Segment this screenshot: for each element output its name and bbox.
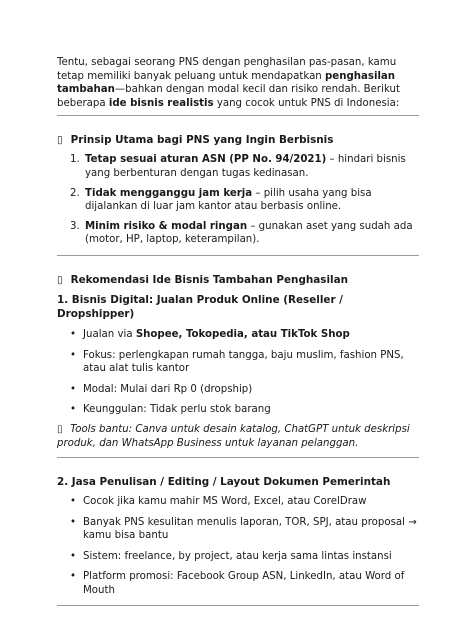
list-item-bold: Tetap sesuai aturan ASN (PP No. 94/2021): [85, 154, 327, 166]
jasa-penulisan-list: [57, 495, 419, 598]
list-item-text: Jualan via: [83, 328, 136, 340]
list-item-bold: Tidak mengganggu jam kerja: [85, 187, 253, 199]
intro-bold-1: penghasilan tambahan: [57, 70, 396, 96]
missing-glyph-icon: ▯: [57, 423, 63, 435]
intro-text-1: Tentu, sebagai seorang PNS dengan penghasilan pas-pasan, kamu tetap memiliki banyak peluang untuk mendapatkan: [57, 57, 397, 82]
divider: [57, 457, 419, 458]
subsection-heading-jasa-penulisan: 2. Jasa Penulisan / Editing / Layout Dokumen Pemerintah: [57, 476, 391, 489]
section-title: Rekomendasi Ide Bisnis Tambahan Penghasilan: [70, 273, 349, 286]
list-item: [83, 153, 419, 180]
list-item: • Keunggulan: Tidak perlu stok barang: [83, 403, 419, 417]
list-item: • Fokus: perlengkapan rumah tangga, baju muslim, fashion PNS, atau alat tulis kantor: [83, 349, 419, 376]
list-item: • Platform promosi: Facebook Group ASN, LinkedIn, atau Word of Mouth: [83, 570, 419, 597]
list-item-text: – gunakan aset yang sudah ada (motor, HP, laptop, keterampilan).: [85, 220, 413, 246]
principles-list: [57, 153, 419, 247]
list-item: [83, 220, 419, 247]
section-title: Prinsip Utama bagi PNS yang Ingin Berbisnis: [70, 134, 334, 147]
list-item-bold: Shopee, Tokopedia, atau TikTok Shop: [135, 328, 350, 340]
tools-note-text: Tools bantu: Canva untuk desain katalog, ChatGPT untuk deskripsi produk, dan WhatsApp Business untuk layanan pelanggan.: [57, 423, 410, 449]
document-content: [57, 56, 419, 606]
list-item-text: – pilih usaha yang bisa dijalankan di luar jam kantor atau berbasis online.: [85, 187, 372, 213]
list-item: • Cocok jika kamu mahir MS Word, Excel, atau CorelDraw: [83, 495, 419, 509]
divider: [57, 115, 419, 116]
intro-bold-2: ide bisnis realistis: [108, 97, 214, 109]
list-item: [83, 187, 419, 214]
tools-note: [57, 423, 419, 450]
divider: [57, 255, 419, 256]
list-item: [83, 328, 419, 342]
list-item-bold: Minim risiko & modal ringan: [85, 220, 248, 232]
divider: [57, 605, 419, 606]
subsection-heading-bisnis-digital: 1. Bisnis Digital: Jualan Produk Online (Reseller / Dropshipper): [57, 293, 343, 320]
list-item: • Sistem: freelance, by project, atau kerja sama lintas instansi: [83, 550, 419, 564]
list-item: • Banyak PNS kesulitan menulis laporan, TOR, SPJ, atau proposal → kamu bisa bantu: [83, 516, 419, 543]
intro-text-3: yang cocok untuk PNS di Indonesia:: [213, 97, 400, 109]
list-item-text: – hindari bisnis yang berbenturan dengan tugas kedinasan.: [85, 154, 406, 179]
intro-paragraph: [57, 56, 419, 110]
missing-glyph-icon: ▯: [57, 134, 63, 147]
list-item: • Modal: Mulai dari Rp 0 (dropship): [83, 383, 419, 397]
section-heading-rekomendasi: [57, 273, 419, 287]
bisnis-digital-list: [57, 328, 419, 417]
section-heading-prinsip: [57, 133, 419, 147]
intro-text-2: —bahkan dengan modal kecil dan risiko rendah. Berikut beberapa: [57, 84, 400, 109]
missing-glyph-icon: ▯: [57, 273, 63, 286]
